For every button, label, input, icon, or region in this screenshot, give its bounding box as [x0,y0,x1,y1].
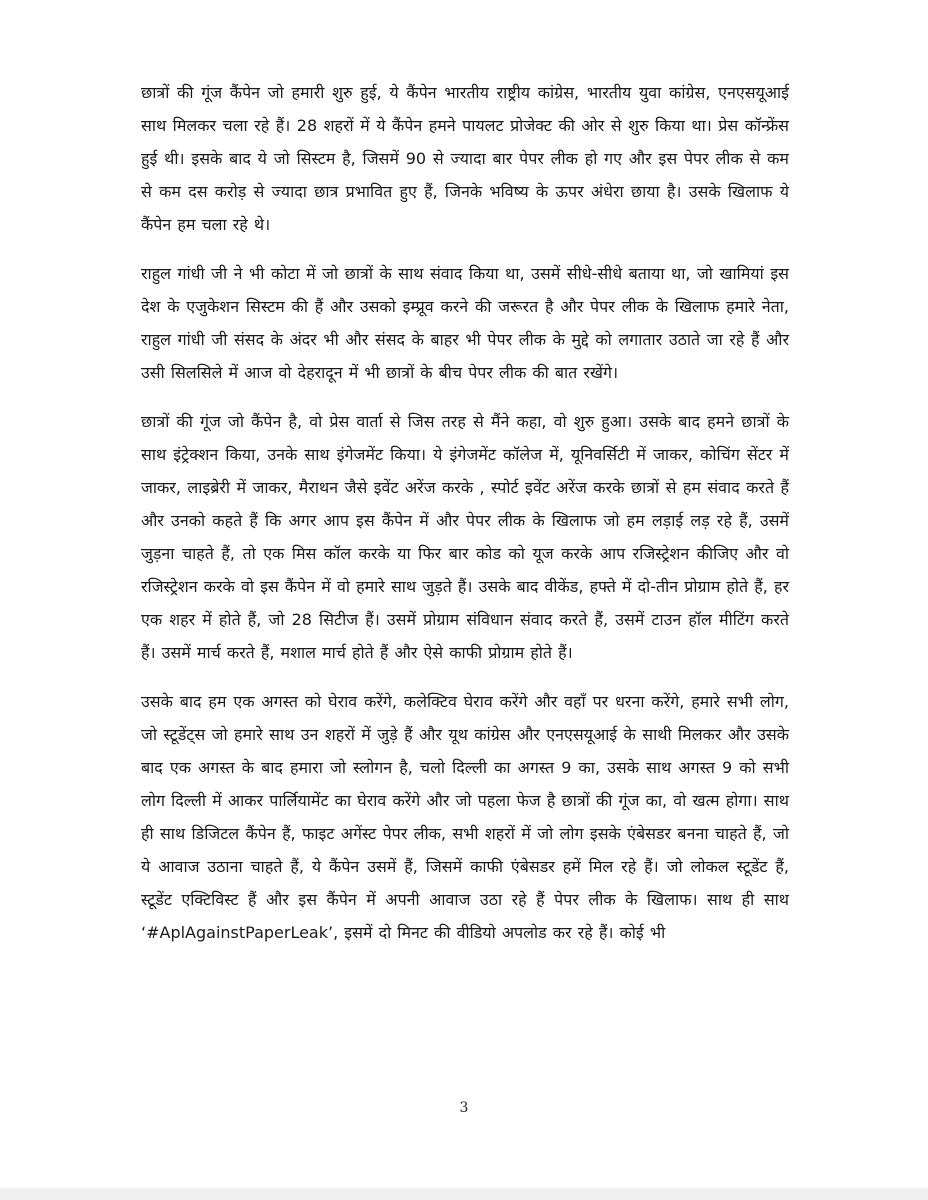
document-body [141,76,789,965]
paragraph: उसके बाद हम एक अगस्त को घेराव करेंगे, कलेक्टिव घेराव करेंगे और वहाँ पर धरना करेंगे, हमारे सभी लोग, जो स्टूडेंट्स जो हमारे साथ उन शहरों में जुड़े हैं और यूथ कांग्रेस और एनएसयूआई के साथी मिलकर और उसके बाद एक अगस्त के बाद हमारा जो स्लोगन है, चलो दिल्ली का अगस्त 9 का, उसके साथ अगस्त 9 को सभी लोग दिल्ली में आकर पार्लियामेंट का घेराव करेंगे और जो पहला फेज है छात्रों की गूंज का, वो खत्म होगा। साथ ही साथ डिजिटल कैंपेन हैं, फाइट अगेंस्ट पेपर लीक, सभी शहरों में जो लोग इसके एंबेसडर बनना चाहते हैं, जो ये आवाज उठाना चाहते हैं, ये कैंपेन उसमें हैं, जिसमें काफी एंबेसडर हमें मिल रहे हैं। जो लोकल स्टूडेंट हैं, स्टूडेंट एक्टिविस्ट हैं और इस कैंपेन में अपनी आवाज उठा रहे हैं पेपर लीक के खिलाफ। साथ ही साथ ‘#AplAgainstPaperLeak’, इसमें दो मिनट की वीडियो अपलोड कर रहे हैं। कोई भी [141,692,789,942]
paragraph: छात्रों की गूंज जो कैंपेन है, वो प्रेस वार्ता से जिस तरह से मैंने कहा, वो शुरु हुआ। उसके बाद हमने छात्रों के साथ इंट्रेक्शन किया, उनके साथ इंगेजमेंट किया। ये इंगेजमेंट कॉलेज में, यूनिवर्सिटी में जाकर, कोचिंग सेंटर में जाकर, लाइब्रेरी में जाकर, मैराथन जैसे इवेंट अरेंज करके , स्पोर्ट इवेंट अरेंज करके छात्रों से हम संवाद करते हैं और उनको कहते हैं कि अगर आप इस कैंपेन में और पेपर लीक के खिलाफ जो हम लड़ाई लड़ रहे हैं, उसमें जुड़ना चाहते हैं, तो एक मिस कॉल करके या फिर बार कोड को यूज करके आप रजिस्ट्रेशन कीजिए और वो रजिस्ट्रेशन करके वो इस कैंपेन में वो हमारे साथ जुड़ते हैं। उसके बाद वीकेंड, हफ्ते में दो-तीन प्रोग्राम होते हैं, हर एक शहर में होते हैं, जो 28 सिटीज हैं। उसमें प्रोग्राम संविधान संवाद करते हैं, उसमें टाउन हॉल मीटिंग करते हैं। उसमें मार्च करते हैं, मशाल मार्च होते हैं और ऐसे काफी प्रोग्राम होते हैं। [141,412,789,662]
paragraph: राहुल गांधी जी ने भी कोटा में जो छात्रों के साथ संवाद किया था, उसमें सीधे-सीधे बताया था, जो खामियां इस देश के एजुकेशन सिस्टम की हैं और उसको इम्प्रूव करने की जरूरत है और पेपर लीक के खिलाफ हमारे नेता, राहुल गांधी जी संसद के अंदर भी और संसद के बाहर भी पेपर लीक के मुद्दे को लगातार उठाते जा रहे हैं और उसी सिलसिले में आज वो देहरादून में भी छात्रों के बीच पेपर लीक की बात रखेंगे। [141,264,789,382]
paragraph: छात्रों की गूंज कैंपेन जो हमारी शुरु हुई, ये कैंपेन भारतीय राष्ट्रीय कांग्रेस, भारतीय युवा कांग्रेस, एनएसयूआई साथ मिलकर चला रहे हैं। 28 शहरों में ये कैंपेन हमने पायलट प्रोजेक्ट की ओर से शुरु किया था। प्रेस कॉन्फ्रेंस हुई थी। इसके बाद ये जो सिस्टम है, जिसमें 90 से ज्यादा बार पेपर लीक हो गए और इस पेपर लीक से कम से कम दस करोड़ से ज्यादा छात्र प्रभावित हुए हैं, जिनके भविष्य के ऊपर अंधेरा छाया है। उसके खिलाफ ये कैंपेन हम चला रहे थे। [141,83,789,234]
page-number: 3 [459,1100,469,1116]
page-bottom-edge [0,1188,928,1200]
